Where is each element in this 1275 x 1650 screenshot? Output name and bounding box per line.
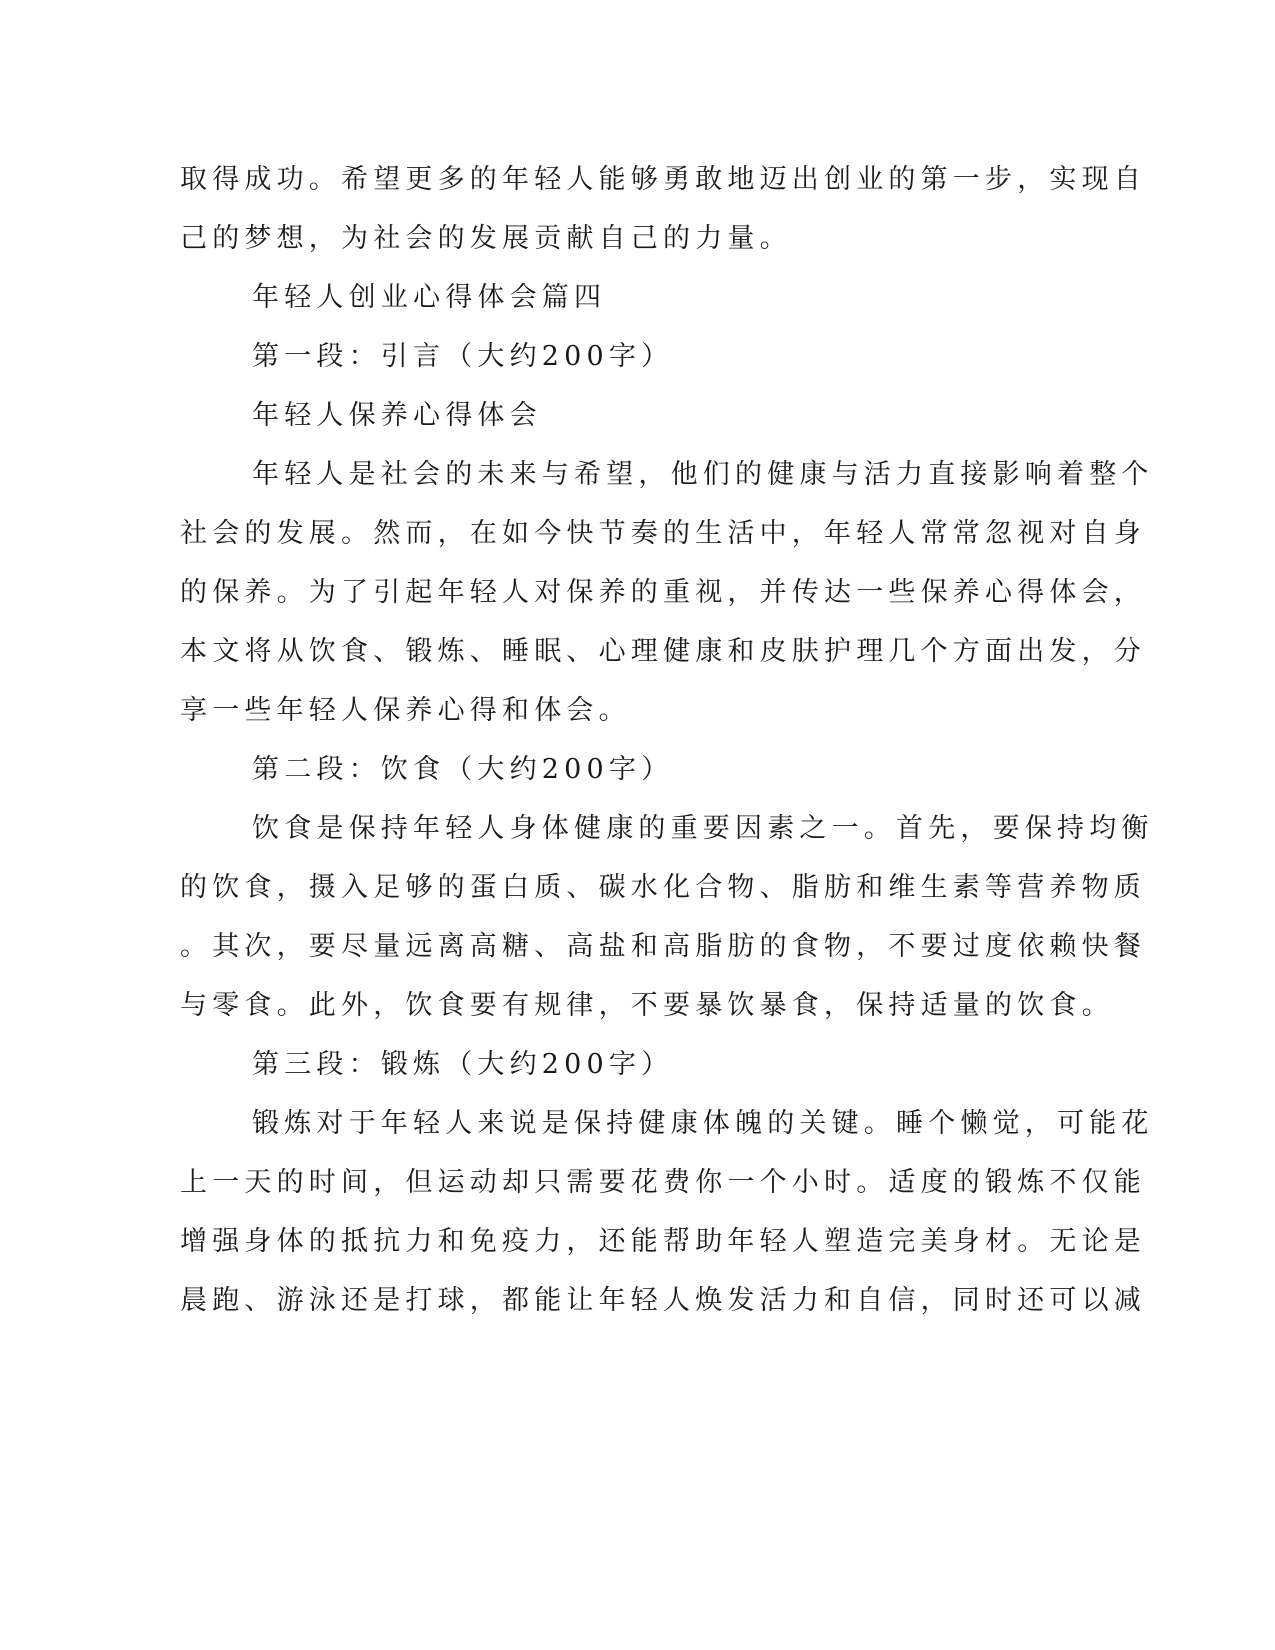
text-line: 上一天的时间，但运动却只需要花费你一个小时。适度的锻炼不仅能 (180, 1167, 1146, 1198)
document-body (180, 150, 1154, 1330)
text-line: 饮食是保持年轻人身体健康的重要因素之一。首先，要保持均衡 (252, 813, 1154, 844)
text-line: 晨跑、游泳还是打球，都能让年轻人焕发活力和自信，同时还可以减 (180, 1285, 1146, 1316)
text-line: 社会的发展。然而，在如今快节奏的生活中，年轻人常常忽视对自身 (180, 518, 1146, 549)
text-line: 本文将从饮食、锻炼、睡眠、心理健康和皮肤护理几个方面出发，分 (180, 636, 1146, 667)
subtitle: 年轻人保养心得体会 (252, 400, 542, 431)
text-line: 年轻人是社会的未来与希望，他们的健康与活力直接影响着整个 (252, 459, 1154, 490)
section-heading: 第一段：引言（大约200字） (252, 341, 674, 372)
text-line: 己的梦想，为社会的发展贡献自己的力量。 (180, 223, 792, 254)
text-line: 增强身体的抵抗力和免疫力，还能帮助年轻人塑造完美身材。无论是 (180, 1226, 1146, 1257)
text-line: 的保养。为了引起年轻人对保养的重视，并传达一些保养心得体会， (180, 577, 1146, 608)
text-line: 。其次，要尽量远离高糖、高盐和高脂肪的食物，不要过度依赖快餐 (180, 931, 1146, 962)
section-title: 年轻人创业心得体会篇四 (252, 282, 607, 313)
text-line: 的饮食，摄入足够的蛋白质、碳水化合物、脂肪和维生素等营养物质 (180, 872, 1146, 903)
text-line: 与零食。此外，饮食要有规律，不要暴饮暴食，保持适量的饮食。 (180, 990, 1114, 1021)
text-line: 取得成功。希望更多的年轻人能够勇敢地迈出创业的第一步，实现自 (180, 164, 1146, 195)
text-line: 享一些年轻人保养心得和体会。 (180, 695, 631, 726)
section-heading: 第二段：饮食（大约200字） (252, 754, 674, 785)
text-line: 锻炼对于年轻人来说是保持健康体魄的关键。睡个懒觉，可能花 (252, 1108, 1154, 1139)
section-heading: 第三段：锻炼（大约200字） (252, 1049, 674, 1080)
